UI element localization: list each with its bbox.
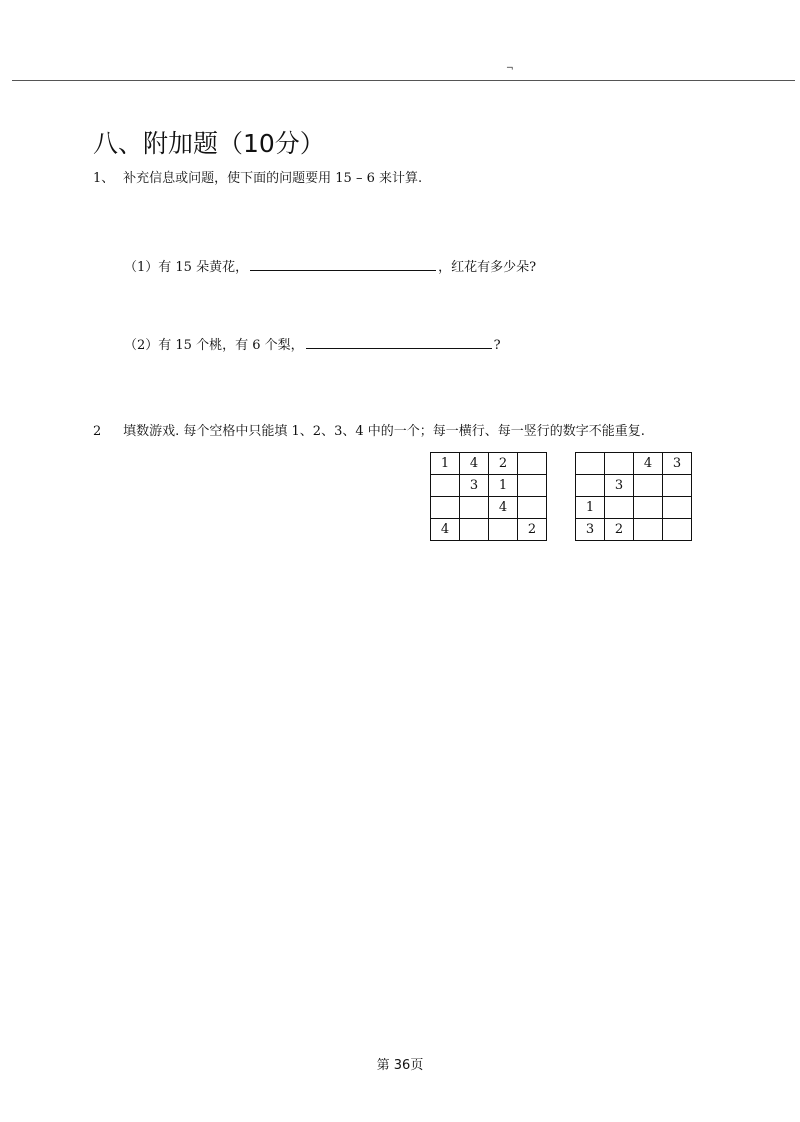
grid-cell: 4 — [431, 519, 460, 541]
page-number: 第 36页 — [376, 1058, 424, 1073]
grid-row — [431, 497, 547, 519]
grid-cell: 1 — [576, 497, 605, 519]
grid-cell: 3 — [576, 519, 605, 541]
grid-cell[interactable] — [663, 519, 692, 541]
grid-cell: 2 — [605, 519, 634, 541]
grid-row — [576, 519, 692, 541]
grid-cell[interactable] — [605, 453, 634, 475]
grid-cell[interactable] — [634, 519, 663, 541]
grid-cell: 3 — [663, 453, 692, 475]
question-1 — [93, 170, 422, 188]
grid-cell[interactable] — [576, 453, 605, 475]
grid-row — [431, 475, 547, 497]
part-2-text-after: ? — [493, 338, 501, 353]
grid-cell: 1 — [431, 453, 460, 475]
grid-cell[interactable] — [605, 497, 634, 519]
grid-cell[interactable] — [663, 475, 692, 497]
grid-cell[interactable] — [576, 475, 605, 497]
part-1-text-after: ，红花有多少朵? — [438, 260, 537, 275]
number-grid-1 — [430, 452, 547, 541]
question-1-part-1 — [124, 257, 536, 277]
header-mark: ¬ — [506, 64, 514, 74]
question-2-number: 2 — [93, 424, 102, 439]
section-title: 八、附加题（10分） — [93, 129, 325, 158]
question-1-number: 1、 — [93, 171, 115, 186]
grid-cell[interactable] — [518, 497, 547, 519]
part-2-text-before: （2）有 15 个桃，有 6 个梨， — [124, 338, 304, 353]
question-1-prompt: 补充信息或问题，使下面的问题要用 15 – 6 来计算. — [123, 171, 423, 186]
question-1-part-2 — [124, 335, 501, 355]
question-2-prompt: 填数游戏. 每个空格中只能填 1、2、3、4 中的一个；每一横行、每一竖行的数字不能重复. — [123, 424, 645, 439]
part-1-text-before: （1）有 15 朵黄花， — [124, 260, 249, 275]
grid-cell: 4 — [460, 453, 489, 475]
grid-cell[interactable] — [431, 497, 460, 519]
number-grid-2 — [575, 452, 692, 541]
header-rule — [12, 80, 795, 81]
grid-cell: 1 — [489, 475, 518, 497]
grid-cell[interactable] — [460, 497, 489, 519]
grid-cell: 3 — [460, 475, 489, 497]
part-1-answer-blank[interactable] — [250, 257, 436, 271]
grid-cell[interactable] — [634, 497, 663, 519]
grid-cell[interactable] — [634, 475, 663, 497]
grid-row — [431, 519, 547, 541]
grid-row — [576, 453, 692, 475]
part-2-answer-blank[interactable] — [306, 335, 492, 349]
grid-cell: 4 — [489, 497, 518, 519]
grid-cell[interactable] — [663, 497, 692, 519]
grid-cell[interactable] — [460, 519, 489, 541]
grid-cell[interactable] — [518, 475, 547, 497]
grid-row — [576, 475, 692, 497]
grid-cell: 4 — [634, 453, 663, 475]
grid-row — [576, 497, 692, 519]
grid-cell: 3 — [605, 475, 634, 497]
question-2 — [93, 423, 645, 441]
grid-cell[interactable] — [518, 453, 547, 475]
grid-cell[interactable] — [431, 475, 460, 497]
grid-cell[interactable] — [489, 519, 518, 541]
grid-row — [431, 453, 547, 475]
grid-cell: 2 — [518, 519, 547, 541]
grid-cell: 2 — [489, 453, 518, 475]
